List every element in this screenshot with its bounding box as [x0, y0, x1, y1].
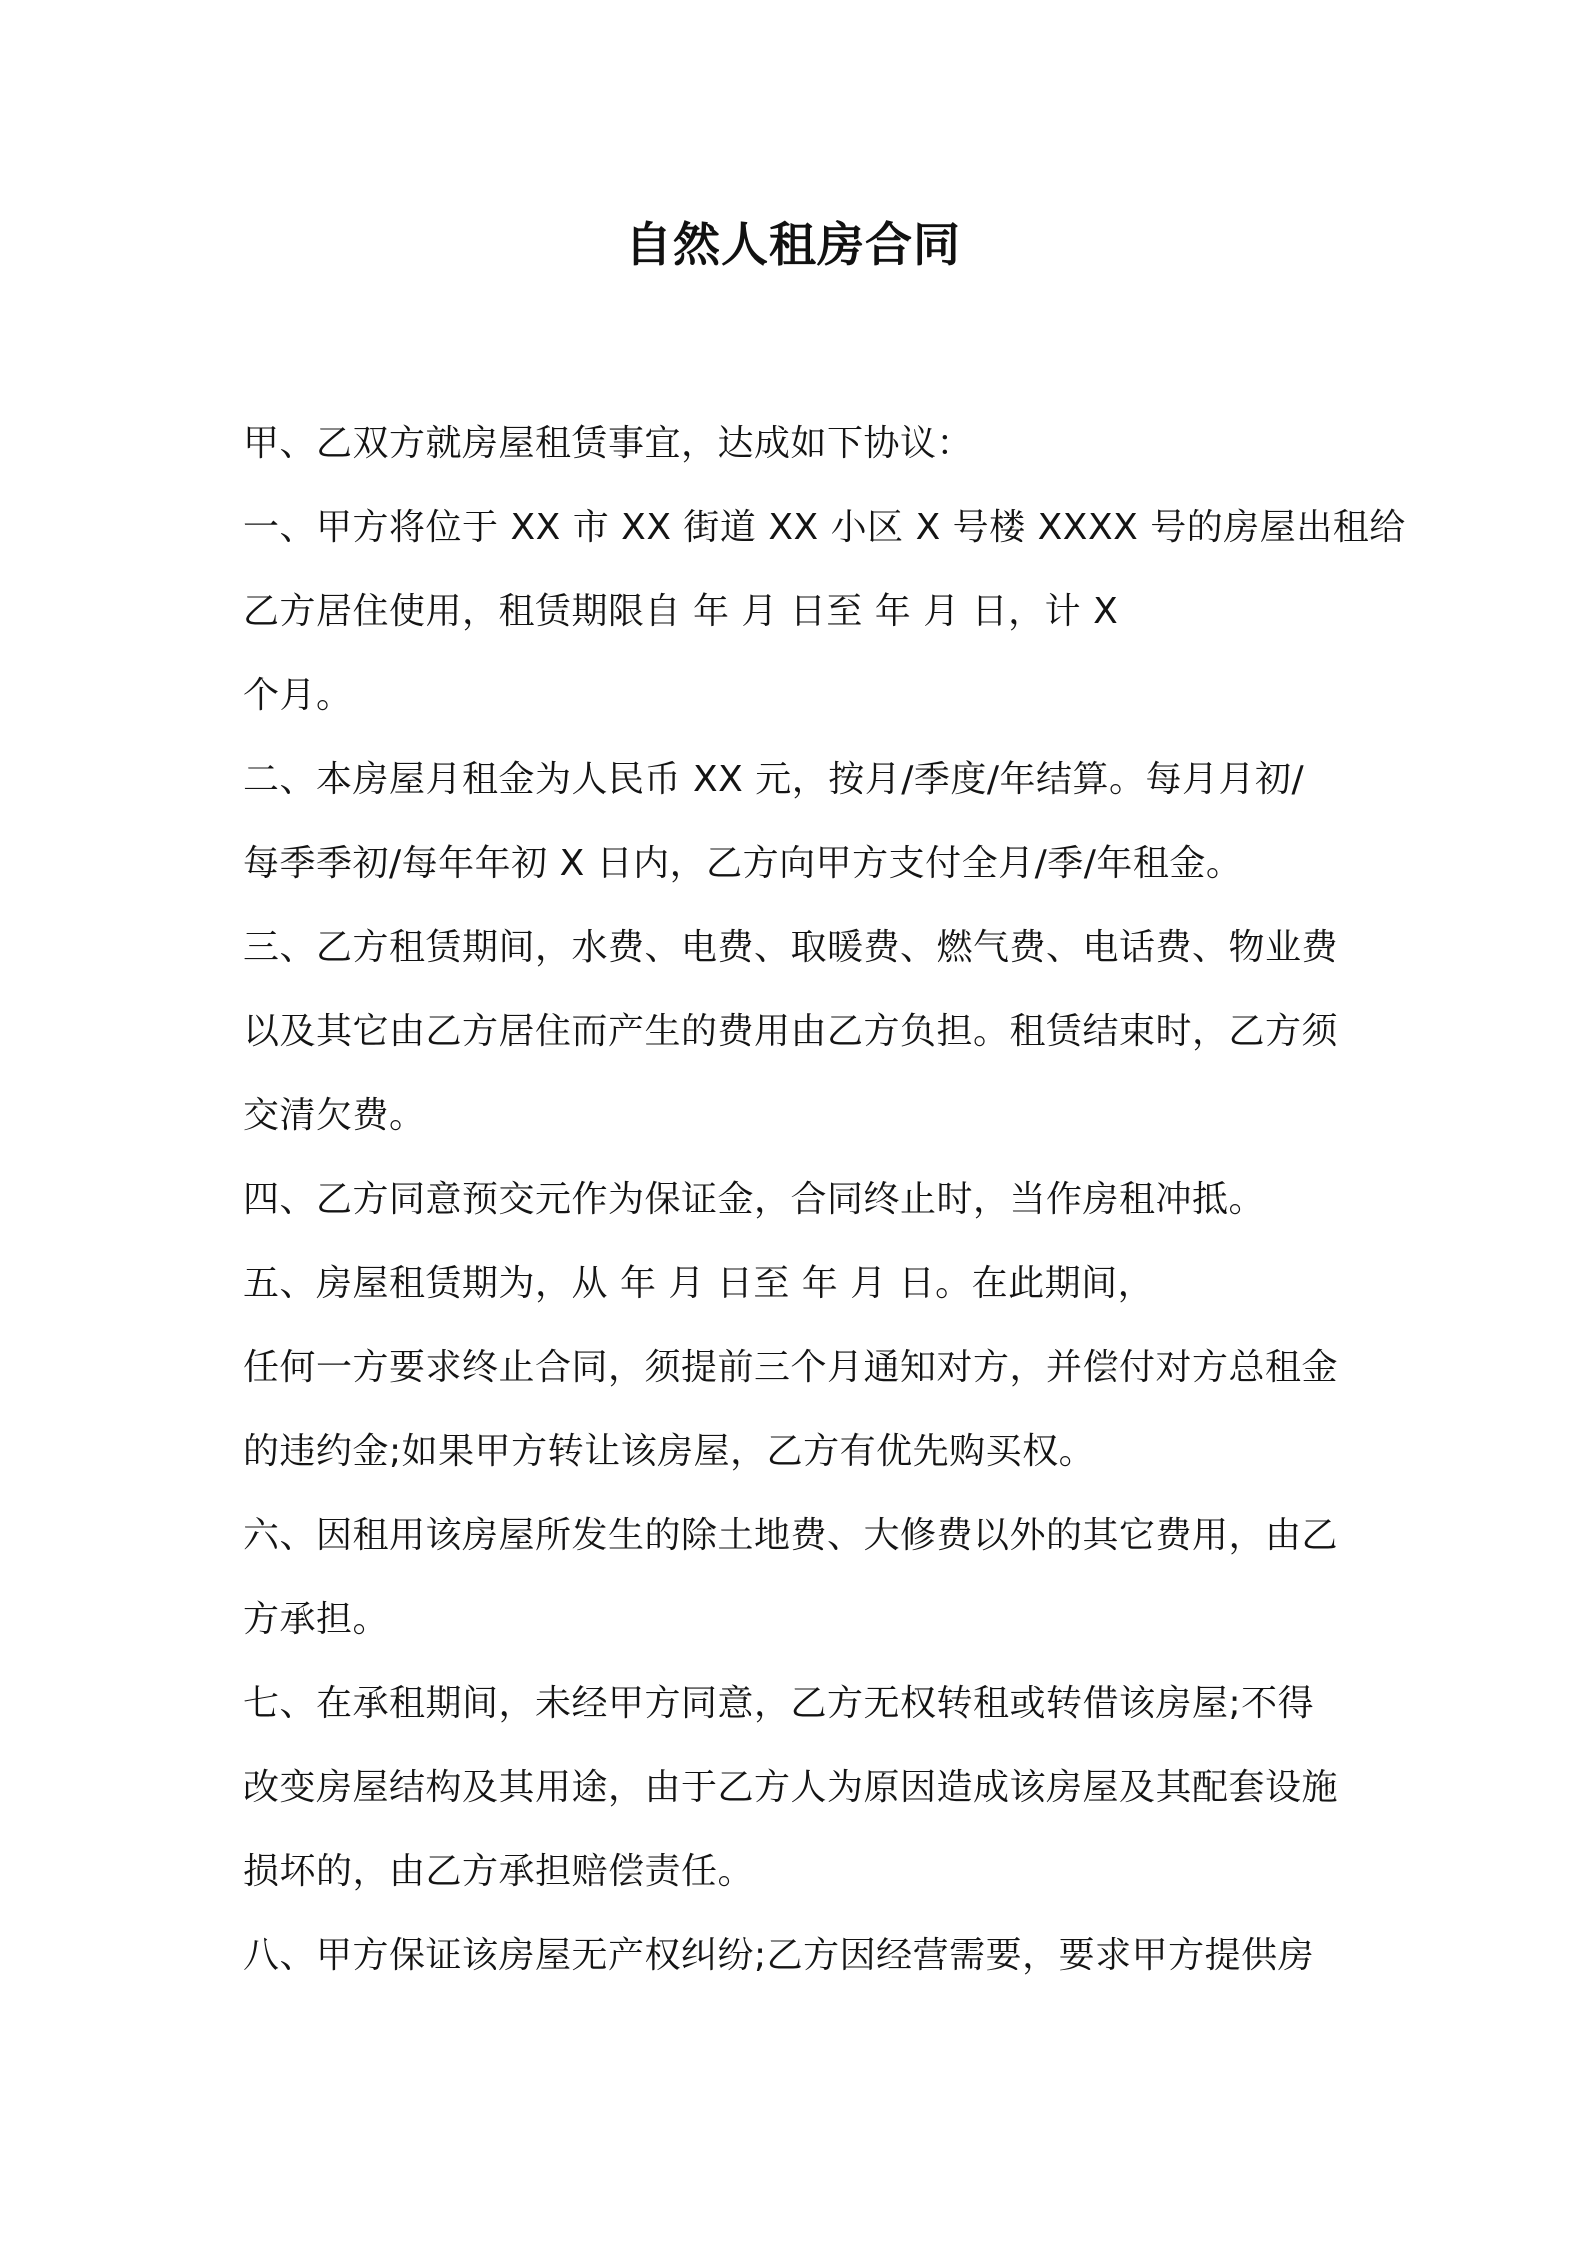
- body-line-clause-7: 七、在承租期间，未经甲方同意，乙方无权转租或转借该房屋;不得: [243, 1683, 1315, 1724]
- body-line-clause-3-cont: 交清欠费。: [243, 1095, 426, 1136]
- body-line-clause-7-cont: 改变房屋结构及其用途，由于乙方人为原因造成该房屋及其配套设施: [243, 1767, 1339, 1808]
- body-line-clause-7-cont: 损坏的，由乙方承担赔偿责任。: [243, 1851, 755, 1892]
- body-line-clause-5-cont: 的违约金;如果甲方转让该房屋，乙方有优先购买权。: [243, 1431, 1096, 1472]
- body-line-clause-3-cont: 以及其它由乙方居住而产生的费用由乙方负担。租赁结束时，乙方须: [243, 1011, 1339, 1052]
- body-line-clause-1: 一、甲方将位于 XX 市 XX 街道 XX 小区 X 号楼 XXXX 号的房屋出租给: [243, 507, 1406, 548]
- body-line-clause-3: 三、乙方租赁期间，水费、电费、取暖费、燃气费、电话费、物业费: [243, 927, 1339, 968]
- body-line-clause-4: 四、乙方同意预交元作为保证金，合同终止时，当作房租冲抵。: [243, 1179, 1266, 1220]
- body-line-clause-5-cont: 任何一方要求终止合同，须提前三个月通知对方，并偿付对方总租金: [243, 1347, 1339, 1388]
- body-line-clause-2-cont: 每季季初/每年年初 X 日内，乙方向甲方支付全月/季/年租金。: [243, 843, 1243, 884]
- body-line-clause-1-cont: 乙方居住使用，租赁期限自 年 月 日至 年 月 日，计 X: [243, 591, 1119, 632]
- body-line-clause-5: 五、房屋租赁期为，从 年 月 日至 年 月 日。在此期间，: [243, 1263, 1155, 1304]
- body-line-clause-1-cont: 个月。: [243, 675, 353, 716]
- body-line-clause-6: 六、因租用该房屋所发生的除土地费、大修费以外的其它费用，由乙: [243, 1515, 1339, 1556]
- body-line-clause-6-cont: 方承担。: [243, 1599, 390, 1640]
- body-line-intro: 甲、乙双方就房屋租赁事宜，达成如下协议：: [243, 423, 974, 464]
- body-line-clause-8: 八、甲方保证该房屋无产权纠纷;乙方因经营需要，要求甲方提供房: [243, 1935, 1315, 1976]
- body-line-clause-2: 二、本房屋月租金为人民币 XX 元，按月/季度/年结算。每月月初/: [243, 759, 1305, 800]
- document-body: [243, 402, 1406, 1998]
- document-title: 自然人租房合同: [625, 218, 961, 273]
